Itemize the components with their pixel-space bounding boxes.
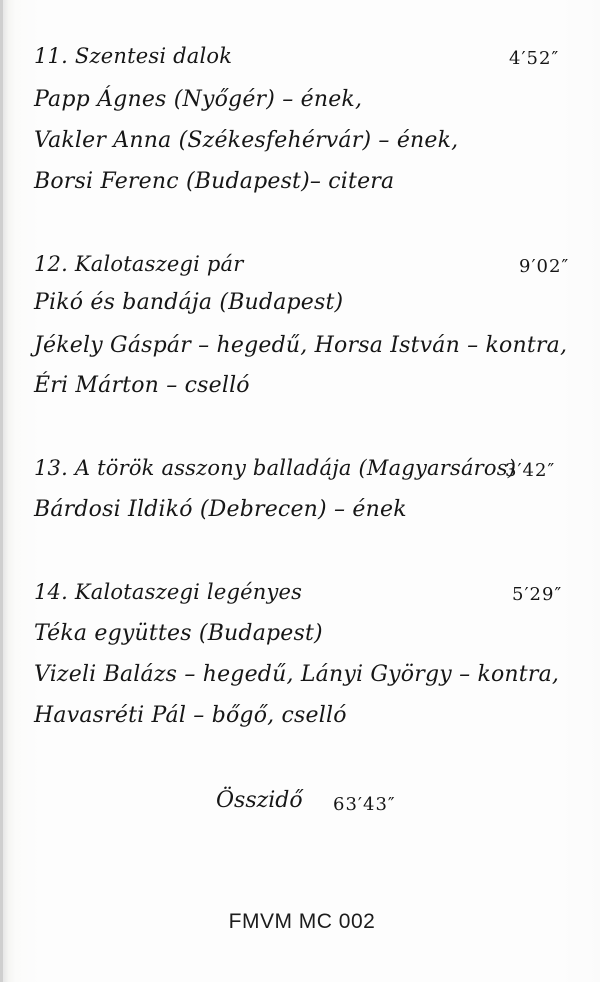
performer-line: Téka együttes (Budapest): [34, 621, 323, 646]
track-duration: 4′52″: [509, 48, 560, 69]
track-duration: 9′02″: [519, 256, 570, 277]
performer-line: Bárdosi Ildikó (Debrecen) – ének: [34, 497, 407, 522]
total-time-label: Összidő: [216, 788, 303, 813]
performer-line: Pikó és bandája (Budapest): [34, 290, 344, 315]
performer-line: Vizeli Balázs – hegedű, Lányi György – kontra,: [34, 662, 560, 687]
performer-line: Vakler Anna (Székesfehérvár) – ének,: [34, 128, 459, 153]
page-binding-edge: [0, 0, 3, 982]
track-title: 12. Kalotaszegi pár: [34, 252, 244, 276]
total-time-value: 63′43″: [333, 794, 396, 815]
performer-line: Éri Márton – cselló: [34, 373, 250, 398]
track-title: 13. A török asszony balladája (Magyarsáros): [34, 456, 517, 480]
performer-line: Papp Ágnes (Nyőgér) – ének,: [34, 87, 363, 112]
track-title: 14. Kalotaszegi legényes: [34, 580, 303, 604]
performer-line: Havasréti Pál – bőgő, cselló: [34, 703, 347, 728]
track-duration: 3′42″: [505, 460, 556, 481]
catalog-number: FMVM MC 002: [228, 910, 376, 933]
performer-line: Borsi Ferenc (Budapest)– citera: [34, 169, 395, 194]
track-duration: 5′29″: [512, 584, 563, 605]
performer-line: Jékely Gáspár – hegedű, Horsa István – kontra,: [34, 333, 568, 358]
track-title: 11. Szentesi dalok: [34, 44, 233, 68]
